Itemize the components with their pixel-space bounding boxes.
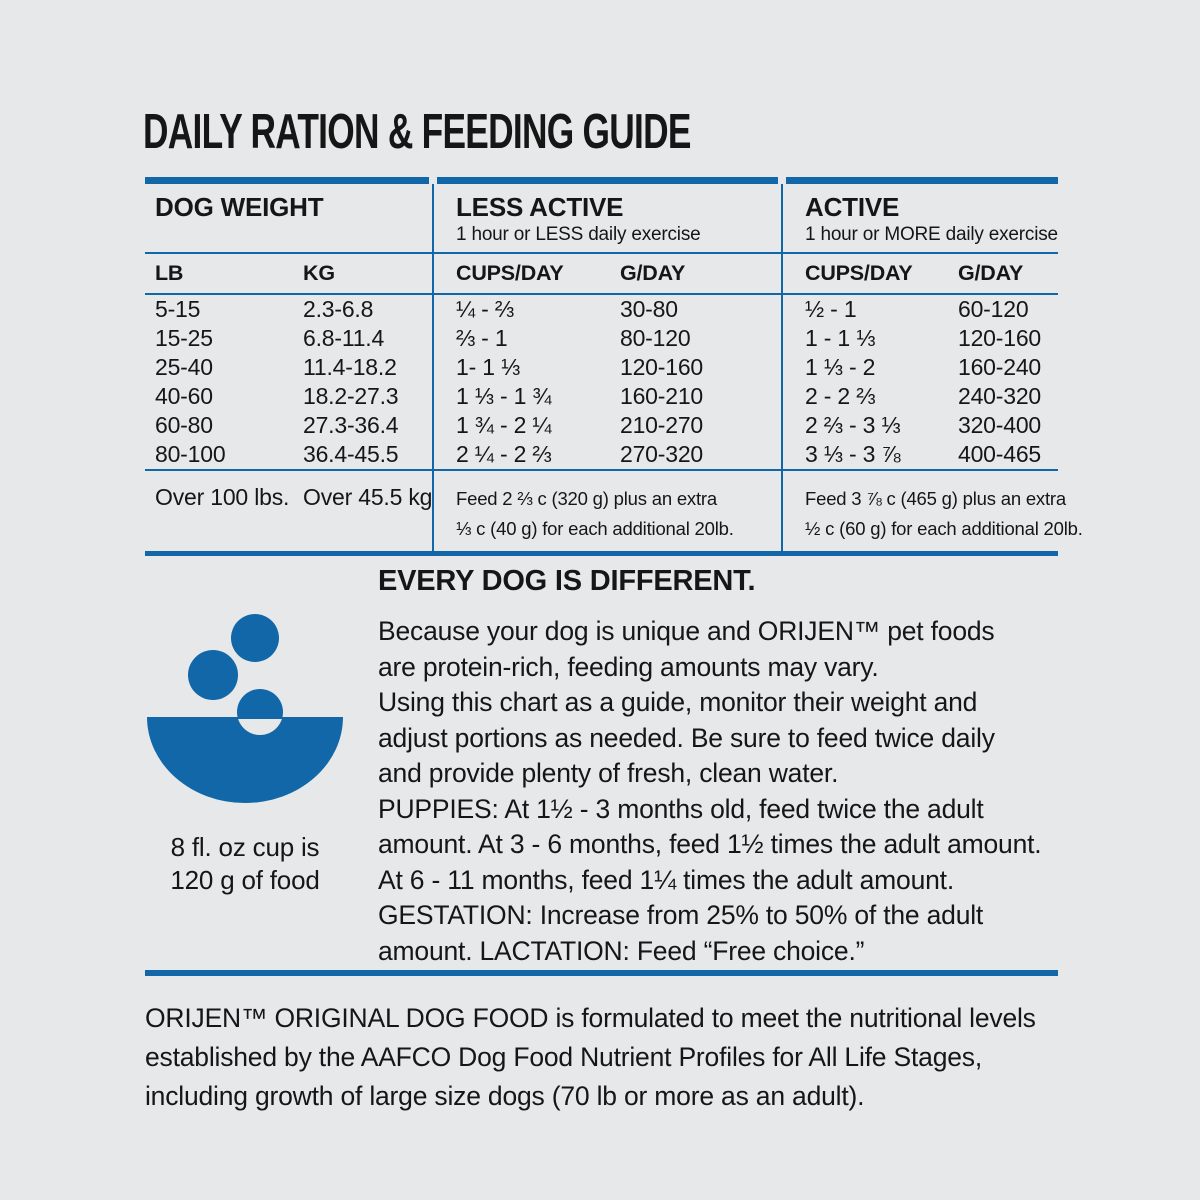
page-title: DAILY RATION & FEEDING GUIDE (143, 105, 691, 159)
lb-cell: 80-100 (155, 441, 226, 467)
info-line: adjust portions as needed. Be sure to feed twice daily (378, 722, 995, 753)
grams-cell: 400-465 (958, 441, 1042, 467)
table-row (145, 382, 433, 411)
column-group-active (782, 177, 1083, 556)
column-header-cups: CUPS/DAY (456, 261, 564, 285)
info-line: amount. LACTATION: Feed “Free choice.” (378, 935, 865, 966)
table-row (433, 324, 782, 353)
less-active-rows (433, 295, 782, 469)
cups-cell: 1 ⅓ - 2 (805, 354, 876, 380)
column-header-grams: G/DAY (958, 261, 1024, 285)
caption-line: 8 fl. oz cup is (170, 832, 320, 862)
group-header (145, 184, 433, 252)
footer-line: established by the AAFCO Dog Food Nutrient Profiles for All Life Stages, (145, 1042, 982, 1072)
cup-equivalence-caption (145, 831, 345, 897)
table-top-bar (786, 177, 1058, 184)
column-header-row (145, 254, 433, 293)
table-row (145, 324, 433, 353)
cups-cell: 1 - 1 ⅓ (805, 325, 876, 351)
column-group-less-active (433, 177, 782, 556)
table-row (433, 382, 782, 411)
lb-cell: 15-25 (155, 325, 213, 351)
feeding-table (145, 177, 1083, 556)
active-rows (782, 295, 1058, 469)
info-line: are protein-rich, feeding amounts may vary. (378, 651, 879, 682)
cups-cell: ¼ - ⅔ (456, 296, 514, 322)
table-row (145, 440, 433, 469)
info-line: GESTATION: Increase from 25% to 50% of the adult (378, 900, 984, 930)
lb-cell: 25-40 (155, 354, 213, 380)
column-header-grams: G/DAY (620, 261, 686, 285)
feeding-info-section (378, 565, 1090, 969)
info-line: Using this chart as a guide, monitor their weight and (378, 687, 978, 717)
lb-cell: 40-60 (155, 383, 213, 409)
table-top-bar (437, 177, 778, 184)
column-header-kg: KG (303, 261, 335, 285)
feed-note-line: Feed 2 ⅔ c (320 g) plus an extra (456, 488, 717, 509)
group-label: DOG WEIGHT (155, 192, 324, 222)
weight-rows (145, 295, 433, 469)
grams-cell: 120-160 (958, 325, 1042, 351)
cups-cell: 1 ⅓ - 1 ¾ (456, 383, 552, 409)
grams-cell: 320-400 (958, 412, 1042, 438)
cups-cell: ½ - 1 (805, 296, 857, 322)
grams-cell: 80-120 (620, 325, 691, 351)
info-line: At 6 - 11 months, feed 1¼ times the adult amount. (378, 864, 954, 895)
column-header-lb: LB (155, 261, 184, 285)
group-label: LESS ACTIVE (456, 192, 624, 222)
cups-cell: ⅔ - 1 (456, 325, 508, 351)
over-weight-feed-note (782, 471, 1083, 551)
table-row (433, 411, 782, 440)
dog-bowl-icon (145, 612, 345, 808)
aafco-statement (145, 999, 1036, 1116)
grams-cell: 160-210 (620, 383, 704, 409)
group-sublabel: 1 hour or LESS daily exercise (456, 224, 701, 245)
info-line: PUPPIES: At 1½ - 3 months old, feed twice the adult (378, 793, 984, 824)
over-weight-feed-note (433, 471, 782, 551)
info-heading: EVERY DOG IS DIFFERENT. (378, 565, 756, 597)
table-row (782, 295, 1058, 324)
group-header (782, 184, 1058, 252)
group-header (433, 184, 782, 252)
grams-cell: 120-160 (620, 354, 704, 380)
over-kg-cell: Over 45.5 kg (303, 484, 433, 510)
cups-cell: 2 ¼ - 2 ⅔ (456, 441, 552, 467)
info-line: Because your dog is unique and ORIJEN™ pet foods (378, 616, 995, 646)
cups-cell: 1- 1 ⅓ (456, 354, 521, 380)
grams-cell: 270-320 (620, 441, 704, 467)
table-bottom-bar (145, 551, 1058, 556)
column-header-row (782, 254, 1058, 293)
grams-cell: 160-240 (958, 354, 1042, 380)
grams-cell: 60-120 (958, 296, 1029, 322)
group-sublabel: 1 hour or MORE daily exercise (805, 224, 1058, 245)
column-divider (781, 184, 783, 556)
kg-cell: 18.2-27.3 (303, 383, 399, 409)
table-row (782, 353, 1058, 382)
cups-cell: 2 ⅔ - 3 ⅓ (805, 412, 901, 438)
table-row (145, 411, 433, 440)
cups-cell: 1 ¾ - 2 ¼ (456, 412, 552, 438)
table-row (145, 353, 433, 382)
feed-note-line: ½ c (60 g) for each additional 20lb. (805, 518, 1083, 539)
table-row (145, 295, 433, 324)
cups-cell: 2 - 2 ⅔ (805, 383, 876, 409)
kg-cell: 2.3-6.8 (303, 296, 374, 322)
table-row (782, 324, 1058, 353)
info-line: amount. At 3 - 6 months, feed 1½ times the adult amount. (378, 829, 1042, 859)
column-header-cups: CUPS/DAY (805, 261, 913, 285)
feed-note-line: ⅓ c (40 g) for each additional 20lb. (456, 518, 734, 539)
kg-cell: 36.4-45.5 (303, 441, 399, 467)
table-row (433, 295, 782, 324)
grams-cell: 30-80 (620, 296, 678, 322)
feed-note-line: Feed 3 ⅞ c (465 g) plus an extra (805, 488, 1066, 509)
column-header-row (433, 254, 782, 293)
table-row (782, 382, 1058, 411)
grams-cell: 240-320 (958, 383, 1042, 409)
footer-line: including growth of large size dogs (70 lb or more as an adult). (145, 1081, 865, 1111)
grams-cell: 210-270 (620, 412, 704, 438)
kg-cell: 6.8-11.4 (303, 325, 385, 351)
table-row (782, 440, 1058, 469)
section-divider-bar (145, 970, 1058, 976)
column-group-dog-weight (145, 177, 433, 556)
table-row (433, 440, 782, 469)
table-row (782, 411, 1058, 440)
group-label: ACTIVE (805, 192, 900, 222)
table-top-bar (145, 177, 429, 184)
lb-cell: 5-15 (155, 296, 201, 322)
info-line: and provide plenty of fresh, clean water. (378, 758, 839, 788)
over-weight-row (145, 471, 433, 551)
lb-cell: 60-80 (155, 412, 213, 438)
kg-cell: 11.4-18.2 (303, 354, 397, 380)
column-divider (432, 184, 434, 556)
caption-line: 120 g of food (170, 865, 320, 895)
over-lb-cell: Over 100 lbs. (155, 484, 290, 510)
kg-cell: 27.3-36.4 (303, 412, 399, 438)
table-row (433, 353, 782, 382)
footer-line: ORIJEN™ ORIGINAL DOG FOOD is formulated to meet the nutritional levels (145, 1003, 1036, 1033)
cups-cell: 3 ⅓ - 3 ⅞ (805, 441, 901, 467)
